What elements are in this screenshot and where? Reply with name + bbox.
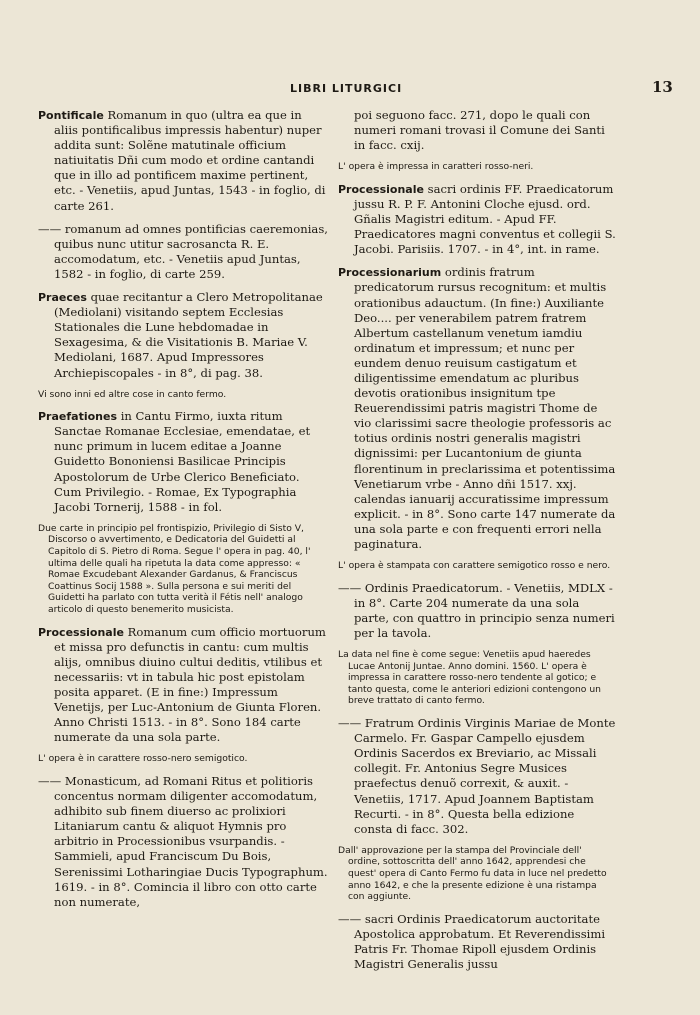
entry-note: Vi sono inni ed altre cose in canto fermo. [38, 388, 227, 400]
entry [338, 716, 616, 837]
entry-text: —— Ordinis Praedicatorum. - Venetiis, MDLX - in 8°. Carte 204 numerate da una sola parte, con quattro in principio senza numeri per la tavola. [338, 580, 615, 640]
entry-keyword: Pontificale [38, 109, 104, 122]
entry-note: L' opera è impressa in caratteri rosso-neri. [338, 161, 534, 173]
entry [338, 265, 616, 552]
entry [38, 409, 328, 515]
entry-text: quae recitantur a Clero Metropolitanae (Mediolani) visitando septem Ecclesias Stationales die Lune hebdomadae in Sexagesima, & die Visitationis B. Mariae V. Mediolani, 1687. Apud Impressores Archiepiscopales - in 8°, di pag. 38. [54, 290, 323, 380]
entry [38, 290, 328, 381]
entry [38, 625, 328, 746]
entry-note: Dall' approvazione per la stampa del Provinciale dell' ordine, sottoscritta dell' anno 1642, apprendesi che quest' opera di Canto Fermo fu data in luce nel predetto anno 1642, e che la presente edizione è una ristampa con aggiunte. [338, 844, 607, 903]
entry-text: —— Fratrum Ordinis Virginis Mariae de Monte Carmelo. Fr. Gaspar Campello ejusdem Ordinis Sacerdos ex Breviario, ac Missali collegit. Fr. Antonius Segre Musices praefectus denuõ correxit, & auxit. - Venetiis, 1717. Apud Joannem Baptistam Recurti. - in 8°. Questa bella edizione consta di facc. 302. [338, 716, 616, 836]
page-number: 13 [652, 78, 673, 96]
page-header [0, 78, 700, 100]
entry-text: —— romanum ad omnes pontificias caeremonias, quibus nunc utitur sacrosancta R. E. accomodatum, etc. - Venetiis apud Juntas, 1582 - in foglio, di carte 259. [38, 221, 328, 281]
entry-text: ordinis fratrum predicatorum rursus recognitum: et multis orationibus adauctum. (In fine:) Auxiliante Deo.... per venerabilem patrem fratrem Albertum castellanum venetum iamdiu ordinatum et impressum; et nunc per eundem denuo reuisum castigatum et diligentissime emendatum ac pluribus devotis orationibus insignitum tpe Reuerendissimi patris magistri Thome de vio clarissimi sacre theologie professoris ac totius ordinis nostri generalis magistri dignissimi: per Lucantonium de giunta florentinum in preclarissima et potentissima Venetiarum vrbe - Anno dñi 1517. xxj. calendas ianuarij accuratissime impressum explicit. - in 8°. Sono carte 147 numerate da una sola parte e con frequenti errori nella paginatura. [354, 265, 616, 552]
entry-note: L' opera è stampata con carattere semigotico rosso e nero. [338, 560, 611, 572]
entry [38, 222, 328, 282]
entry-keyword: Praefationes [38, 410, 118, 424]
left-column [38, 108, 328, 918]
entry [338, 581, 616, 641]
entry-text: Romanum in quo (ultra ea que in aliis pontificalibus impressis habentur) nuper addita sunt: Solẽne matutinale officium natiuitatis Dñi cum modo et ordine cantandi que in illo ad pontificem maxime pertinent, etc. - Venetiis, apud Juntas, 1543 - in foglio, di carte 261. [54, 108, 326, 213]
entry-keyword: Praeces [38, 291, 87, 305]
entry-text: —— Monasticum, ad Romani Ritus et politioris concentus normam diligenter accomodatum, adhibito sub finem diuerso ac prolixiori Litaniarum cantu & aliquot Hymnis pro arbitrio in Processionibus vsurpandis. - Sammieli, apud Franciscum Du Bois, Serenissimi Lotharingiae Ducis Typographum. 1619. - in 8°. Comincia il libro con otto carte non numerate, [38, 773, 328, 909]
running-title: LIBRI LITURGICI [290, 82, 403, 95]
entry-text: sacri ordinis FF. Praedicatorum jussu R. P. F. Antonini Cloche ejusd. ord. Gñalis Magistri editum. - Apud FF. Praedicatores magni conventus et collegii S. Jacobi. Parisiis. 1707. - in 4°, int. in rame. [354, 181, 616, 257]
entry-text: —— sacri Ordinis Praedicatorum auctoritate Apostolica approbatum. Et Reverendissimi Patris Fr. Thomae Ripoll ejusdem Ordinis Magistri Generalis jussu [338, 911, 606, 972]
entry [338, 182, 616, 257]
entry-text: Romanum cum officio mortuorum et missa pro defunctis in cantu: cum multis alijs, omnibus diuino cultui deditis, vtilibus et necessariis: vt in tabula hic post epistolam posita apparet. (E in fine:) Impressum Venetijs, per Luc-Antonium de Giunta Floren. Anno Christi 1513. - in 8°. Sono 184 carte numerate da una sola parte. [54, 624, 326, 745]
entry-keyword: Processionarium [338, 266, 442, 280]
entry-keyword: Processionale [38, 625, 124, 639]
entry [338, 912, 616, 972]
entry-text: in Cantu Firmo, iuxta ritum Sanctae Romanae Ecclesiae, emendatae, et nunc primum in lucem editae a Joanne Guidetto Bononiensi Basilicae Principis Apostolorum de Urbe Clerico Beneficiato. Cum Privilegio. - Romae, Ex Typographia Jacobi Tornerij, 1588 - in fol. [54, 409, 311, 514]
right-column [338, 108, 616, 980]
entry-note: L' opera è in carattere rosso-nero semigotico. [38, 753, 248, 765]
entry [38, 774, 328, 910]
entry [38, 108, 328, 214]
entry-keyword: Processionale [338, 182, 424, 196]
entry-note: La data nel fine è come segue: Venetiis apud haeredes Lucae Antonij Juntae. Anno domini. 1560. L' opera è impressa in carattere rosso-nero tendente al gotico; e tanto questa, come le anteriori edizioni contengono un breve trattato di canto fermo. [338, 649, 601, 707]
entry [338, 108, 616, 153]
entry-note: Due carte in principio pel frontispizio, Privilegio di Sisto V, Discorso o avvertimento, e Dedicatoria del Guidetti al Capitolo di S. Pietro di Roma. Segue l' opera in pag. 40, l' ultima delle quali ha ripetuta la data come appresso: « Romae Excudebant Alexander Gardanus, & Franciscus Coattinus Socij 1588 ». Sulla persona e sui meriti del Guidetti ha parlato con tutta verità il Fétis nell' analogo articolo di questo benemerito musicista. [38, 522, 311, 615]
entry-text: poi seguono facc. 271, dopo le quali con numeri romani trovasi il Comune dei Santi in facc. cxij. [354, 108, 605, 153]
